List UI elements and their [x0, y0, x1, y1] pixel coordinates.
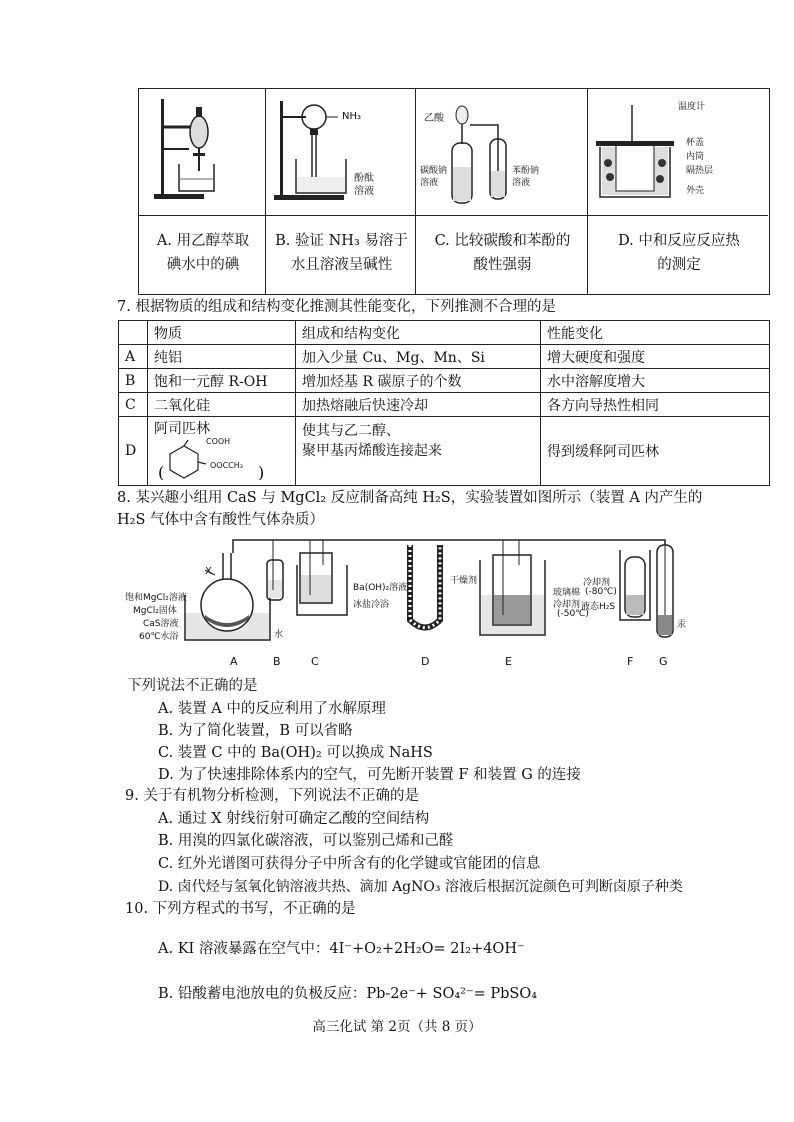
- header-cell: 物质: [148, 321, 296, 345]
- nh3-label: NH₃: [342, 111, 362, 122]
- table-cell: 二氧化硅: [148, 393, 296, 417]
- inner-cylinder-label: 内筒: [686, 152, 705, 162]
- table-row: [119, 417, 770, 486]
- svg-text:(: (: [158, 463, 165, 480]
- q9-option-b: B. 用溴的四氯化碳溶液，可以鉴别己烯和己醛: [158, 833, 454, 849]
- table-cell: 各方向导热性相同: [541, 393, 770, 417]
- separatory-funnel-figure: [139, 89, 265, 216]
- q6-d-line2: 的测定: [657, 257, 701, 273]
- cas-solution-label: CaS溶液: [143, 619, 179, 629]
- q9-option-c: C. 红外光谱图可获得分子中所含有的化学键或官能团的信息: [158, 856, 541, 872]
- water-label: 水: [274, 630, 284, 640]
- header-cell: 组成和结构变化: [296, 321, 541, 345]
- desiccant-label: 干燥剂: [450, 576, 478, 586]
- phenolphthalein-label: 酚酞: [354, 173, 374, 184]
- coolant-f-temp-label: (-80℃): [585, 587, 617, 597]
- glass-wool-label: 玻璃棉: [553, 588, 581, 598]
- x-label: X: [205, 566, 212, 577]
- baoh2-label: Ba(OH)₂溶液: [353, 583, 408, 593]
- table-cell: 加热熔融后快速冷却: [296, 393, 541, 417]
- coolant-e-temp-label: (-50℃): [557, 609, 589, 619]
- q8-intro-line2: H₂S 气体中含有酸性气体杂质）: [117, 512, 324, 528]
- q9-option-d: D. 卤代烃与氢氧化钠溶液共热、滴加 AgNO₃ 溶液后根据沉淀颜色可判断卤原子种类: [158, 879, 683, 895]
- q10-option-b: B. 铅酸蓄电池放电的负极反应：Pb-2e⁻+ SO₄²⁻= PbSO₄: [158, 986, 538, 1002]
- table-cell: [296, 417, 541, 486]
- q8-option-b: B. 为了简化装置，B 可以省略: [158, 723, 353, 739]
- q6-option-d-cell: [588, 89, 768, 294]
- table-cell: 水中溶解度增大: [541, 369, 770, 393]
- table-cell: 增大硬度和强度: [541, 345, 770, 369]
- aspirin-label: 阿司匹林: [154, 421, 210, 437]
- apparatus-letter-g: G: [659, 655, 668, 668]
- table-cell: 得到缓释阿司匹林: [541, 417, 770, 486]
- mgcl2-solid-label: MgCl₂固体: [133, 606, 177, 616]
- apparatus-letter-d: D: [421, 655, 430, 668]
- q9-title: 9. 关于有机物分析检测，下列说法不正确的是: [125, 788, 419, 804]
- q8-intro-line1: 8. 某兴趣小组用 CaS 与 MgCl₂ 反应制备高纯 H₂S，实验装置如图所示（装置 A 内产生的: [117, 490, 703, 506]
- q8-option-a: A. 装置 A 中的反应利用了水解原理: [158, 701, 386, 717]
- mercury-label: 汞: [677, 620, 687, 630]
- insulation-layer-label: 隔热层: [686, 166, 714, 176]
- solution-label: 溶液: [354, 186, 374, 197]
- acid-strength-figure: [416, 89, 587, 216]
- q10-title: 10. 下列方程式的书写，不正确的是: [125, 901, 356, 917]
- change-line2: 聚甲基丙烯酸连接起来: [302, 443, 442, 459]
- thermometer-label: 温度计: [678, 102, 706, 112]
- q6-option-c-cell: [416, 89, 588, 294]
- q6-b-line1: B. 验证 NH₃ 易溶于: [275, 233, 408, 249]
- q6-b-line2: 水且溶液呈碱性: [290, 257, 393, 273]
- water-bath-label: 60℃水浴: [139, 632, 179, 642]
- table-cell: [148, 417, 296, 486]
- saturated-mgcl2-label: 饱和MgCl₂溶液: [125, 593, 187, 603]
- q6-c-line2: 酸性强弱: [473, 257, 532, 273]
- header-cell: [119, 321, 148, 345]
- liquid-h2s-label: 液态H₂S: [581, 602, 616, 612]
- apparatus-letter-a: A: [230, 655, 238, 668]
- q8-option-c: C. 装置 C 中的 Ba(OH)₂ 可以换成 NaHS: [158, 745, 433, 761]
- q7-title: 7. 根据物质的组成和结构变化推测其性能变化，下列推测不合理的是: [117, 299, 556, 315]
- calorimeter-figure: [588, 89, 768, 216]
- table-cell: 加入少量 Cu、Mg、Mn、Si: [296, 345, 541, 369]
- table-cell: C: [119, 393, 148, 417]
- apparatus-letter-f: F: [627, 655, 634, 668]
- q6-d-line1: D. 中和反应反应热: [618, 233, 740, 249]
- apparatus-letter-b: B: [273, 655, 281, 668]
- h2s-apparatus-figure: [125, 535, 695, 670]
- ice-salt-bath-label: 冰盐冷浴: [353, 600, 390, 610]
- table-row: [119, 393, 770, 417]
- q7-table: [118, 320, 770, 486]
- table-row: [119, 369, 770, 393]
- table-header-row: [119, 321, 770, 345]
- q6-option-b-cell: [266, 89, 416, 294]
- table-cell: A: [119, 345, 148, 369]
- q6-c-line1: C. 比较碳酸和苯酚的: [434, 233, 571, 249]
- table-cell: 纯铝: [148, 345, 296, 369]
- header-cell: 性能变化: [541, 321, 770, 345]
- apparatus-letter-c: C: [311, 655, 319, 668]
- change-line1: 使其与乙二醇、: [302, 423, 400, 439]
- ester-label: OOCCH₃: [210, 461, 243, 470]
- table-cell: B: [119, 369, 148, 393]
- cooh-label: COOH: [206, 437, 231, 446]
- page-footer: 高三化试 第 2页（共 8 页）: [312, 1019, 482, 1035]
- coolant-e-label: 冷却剂: [553, 600, 581, 610]
- q9-option-a: A. 通过 X 射线衍射可确定乙酸的空间结构: [158, 811, 430, 827]
- q6-a-line1: A. 用乙醇萃取: [156, 233, 250, 249]
- apparatus-letter-e: E: [505, 655, 512, 668]
- sodium-carbonate-label: 碳酸钠: [420, 166, 448, 176]
- acetic-acid-label: 乙酸: [424, 113, 444, 124]
- q10-option-a: A. KI 溶液暴露在空气中：4I⁻+O₂+2H₂O= 2I₂+4OH⁻: [158, 941, 525, 957]
- q6-option-a-cell: [139, 89, 266, 294]
- table-row: [119, 345, 770, 369]
- q6-a-line2: 碘水中的碘: [166, 257, 240, 273]
- table-cell: D: [119, 417, 148, 486]
- right-solution-label: 溶液: [512, 178, 531, 188]
- svg-text:): ): [258, 463, 265, 480]
- sodium-phenolate-label: 苯酚钠: [512, 166, 540, 176]
- fountain-experiment-figure: [266, 89, 415, 216]
- table-cell: 饱和一元醇 R-OH: [148, 369, 296, 393]
- q6-figure-table: [138, 88, 770, 295]
- coolant-f-label: 冷却剂: [583, 578, 611, 588]
- cup-lid-label: 杯盖: [686, 138, 705, 148]
- q8-question: 下列说法不正确的是: [127, 678, 258, 694]
- left-solution-label: 溶液: [420, 178, 439, 188]
- outer-shell-label: 外壳: [686, 186, 705, 196]
- table-cell: 增加烃基 R 碳原子的个数: [296, 369, 541, 393]
- q8-option-d: D. 为了快速排除体系内的空气，可先断开装置 F 和装置 G 的连接: [158, 767, 581, 783]
